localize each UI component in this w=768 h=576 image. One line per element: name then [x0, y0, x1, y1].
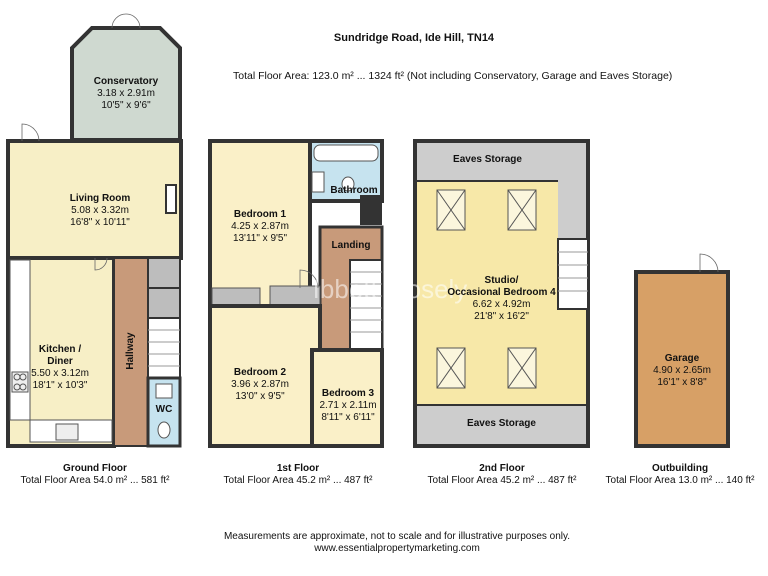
conservatory-label: Conservatory 3.18 x 2.91m 10'5" x 9'6"	[93, 76, 159, 111]
ground-floor-caption: Ground Floor Total Floor Area 54.0 m² ... 581 ft²	[20, 463, 170, 486]
bedroom-3-label: Bedroom 3 2.71 x 2.11m 8'11" x 6'11"	[319, 388, 377, 423]
bathroom-label: Bathroom	[330, 185, 378, 196]
bedroom-1-label: Bedroom 1 4.25 x 2.87m 13'11" x 9'5"	[231, 209, 289, 244]
kitchen-label: Kitchen / Diner 5.50 x 3.12m 18'1" x 10'3"	[31, 344, 89, 391]
total-area-summary: Total Floor Area: 123.0 m² ... 1324 ft² (Not including Conservatory, Garage and Eaves Storage)	[233, 70, 673, 82]
outbuilding-caption: Outbuilding Total Floor Area 13.0 m² ... 140 ft²	[605, 463, 755, 486]
wc-label: WC	[155, 404, 173, 415]
footer-url: www.essentialpropertymarketing.com	[314, 543, 480, 554]
studio-label: Studio/ Occasional Bedroom 4 6.62 x 4.92m 21'8" x 16'2"	[447, 275, 556, 322]
hallway-label: Hallway	[125, 332, 136, 370]
bedroom-2-label: Bedroom 2 3.96 x 2.87m 13'0" x 9'5"	[231, 367, 289, 402]
eaves-storage-bottom-label: Eaves Storage	[467, 418, 536, 429]
living-room-label: Living Room 5.08 x 3.32m 16'8" x 10'11"	[69, 193, 131, 228]
garage-label: Garage 4.90 x 2.65m 16'1" x 8'8"	[653, 353, 711, 388]
page-title: Sundridge Road, Ide Hill, TN14	[333, 32, 495, 44]
watermark-text: Ibbett Mosely	[312, 274, 468, 304]
outbuilding-plan	[636, 254, 728, 446]
landing-label: Landing	[331, 240, 371, 251]
second-floor-caption: 2nd Floor Total Floor Area 45.2 m² ... 487 ft²	[427, 463, 577, 486]
first-floor-caption: 1st Floor Total Floor Area 45.2 m² ... 487 ft²	[223, 463, 373, 486]
footer-disclaimer: Measurements are approximate, not to scale and for illustrative purposes only. www.essentialpropertymarketing.com	[223, 531, 571, 554]
eaves-storage-top-label: Eaves Storage	[453, 154, 522, 165]
